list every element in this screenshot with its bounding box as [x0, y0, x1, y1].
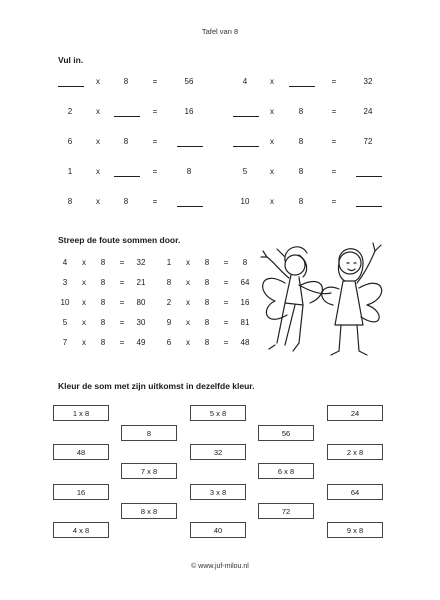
- number: 5: [242, 167, 248, 176]
- answer-blank[interactable]: [289, 77, 315, 87]
- match-box[interactable]: 1 x 8: [53, 405, 109, 421]
- match-box[interactable]: 16: [53, 484, 109, 500]
- answer-blank[interactable]: [233, 137, 259, 147]
- number: 81: [240, 318, 250, 327]
- number: 4: [62, 258, 68, 267]
- number: 24: [363, 107, 373, 116]
- number: 1: [67, 167, 73, 176]
- number: 2: [166, 298, 172, 307]
- equals-sign: =: [119, 338, 125, 347]
- number: 32: [363, 77, 373, 86]
- equals-sign: =: [152, 107, 158, 116]
- number: 8: [204, 278, 210, 287]
- answer-blank[interactable]: [356, 167, 382, 177]
- match-box[interactable]: 9 x 8: [327, 522, 383, 538]
- times-sign: x: [82, 258, 86, 267]
- equals-sign: =: [119, 298, 125, 307]
- section3-heading: Kleur de som met zijn uitkomst in dezelfde kleur.: [58, 381, 255, 391]
- times-sign: x: [82, 298, 86, 307]
- times-sign: x: [186, 318, 190, 327]
- answer-blank[interactable]: [177, 197, 203, 207]
- number: 8: [204, 258, 210, 267]
- match-box[interactable]: 4 x 8: [53, 522, 109, 538]
- match-box[interactable]: 3 x 8: [190, 484, 246, 500]
- match-box[interactable]: 72: [258, 503, 314, 519]
- number: 3: [62, 278, 68, 287]
- number: 8: [298, 167, 304, 176]
- answer-blank[interactable]: [233, 107, 259, 117]
- equals-sign: =: [223, 258, 229, 267]
- number: 7: [62, 338, 68, 347]
- times-sign: x: [82, 338, 86, 347]
- times-sign: x: [270, 197, 274, 206]
- equals-sign: =: [223, 278, 229, 287]
- match-box[interactable]: 2 x 8: [327, 444, 383, 460]
- number: 1: [166, 258, 172, 267]
- number: 8: [123, 137, 129, 146]
- number: 10: [60, 298, 70, 307]
- number: 8: [298, 197, 304, 206]
- number: 8: [123, 197, 129, 206]
- number: 2: [67, 107, 73, 116]
- number: 8: [100, 338, 106, 347]
- answer-blank[interactable]: [356, 197, 382, 207]
- answer-blank[interactable]: [177, 137, 203, 147]
- number: 6: [67, 137, 73, 146]
- equals-sign: =: [152, 77, 158, 86]
- number: 32: [136, 258, 146, 267]
- equals-sign: =: [331, 107, 337, 116]
- times-sign: x: [270, 167, 274, 176]
- number: 30: [136, 318, 146, 327]
- times-sign: x: [270, 107, 274, 116]
- answer-blank[interactable]: [114, 107, 140, 117]
- number: 8: [298, 107, 304, 116]
- answer-blank[interactable]: [58, 77, 84, 87]
- number: 72: [363, 137, 373, 146]
- answer-blank[interactable]: [114, 167, 140, 177]
- equals-sign: =: [152, 197, 158, 206]
- match-box[interactable]: 6 x 8: [258, 463, 314, 479]
- number: 6: [166, 338, 172, 347]
- equals-sign: =: [152, 137, 158, 146]
- times-sign: x: [96, 137, 100, 146]
- number: 8: [100, 318, 106, 327]
- times-sign: x: [270, 77, 274, 86]
- number: 56: [184, 77, 194, 86]
- times-sign: x: [96, 167, 100, 176]
- equals-sign: =: [331, 77, 337, 86]
- number: 8: [67, 197, 73, 206]
- times-sign: x: [96, 197, 100, 206]
- times-sign: x: [270, 137, 274, 146]
- page-title: Tafel van 8: [201, 27, 239, 36]
- number: 8: [166, 278, 172, 287]
- equals-sign: =: [119, 318, 125, 327]
- match-box[interactable]: 5 x 8: [190, 405, 246, 421]
- number: 8: [242, 258, 248, 267]
- number: 8: [100, 258, 106, 267]
- equals-sign: =: [223, 298, 229, 307]
- number: 16: [184, 107, 194, 116]
- times-sign: x: [186, 278, 190, 287]
- equals-sign: =: [152, 167, 158, 176]
- number: 8: [186, 167, 192, 176]
- footer-credit: © www.juf-milou.nl: [191, 563, 249, 570]
- number: 8: [204, 298, 210, 307]
- equals-sign: =: [223, 318, 229, 327]
- match-box[interactable]: 7 x 8: [121, 463, 177, 479]
- number: 8: [123, 77, 129, 86]
- equals-sign: =: [119, 278, 125, 287]
- times-sign: x: [186, 258, 190, 267]
- equals-sign: =: [119, 258, 125, 267]
- number: 21: [136, 278, 146, 287]
- times-sign: x: [96, 77, 100, 86]
- times-sign: x: [186, 298, 190, 307]
- times-sign: x: [82, 318, 86, 327]
- times-sign: x: [186, 338, 190, 347]
- match-box[interactable]: 56: [258, 425, 314, 441]
- number: 48: [240, 338, 250, 347]
- number: 8: [204, 318, 210, 327]
- number: 8: [100, 298, 106, 307]
- number: 16: [240, 298, 250, 307]
- number: 10: [240, 197, 250, 206]
- match-box[interactable]: 64: [327, 484, 383, 500]
- times-sign: x: [82, 278, 86, 287]
- match-box[interactable]: 24: [327, 405, 383, 421]
- number: 8: [298, 137, 304, 146]
- number: 5: [62, 318, 68, 327]
- match-box[interactable]: 8: [121, 425, 177, 441]
- number: 8: [100, 278, 106, 287]
- section1-heading: Vul in.: [58, 55, 84, 65]
- match-box[interactable]: 8 x 8: [121, 503, 177, 519]
- equals-sign: =: [331, 137, 337, 146]
- number: 80: [136, 298, 146, 307]
- equals-sign: =: [331, 197, 337, 206]
- number: 4: [242, 77, 248, 86]
- number: 64: [240, 278, 250, 287]
- match-box[interactable]: 32: [190, 444, 246, 460]
- equals-sign: =: [331, 167, 337, 176]
- section2-heading: Streep de foute sommen door.: [58, 235, 181, 245]
- match-box[interactable]: 48: [53, 444, 109, 460]
- number: 9: [166, 318, 172, 327]
- number: 49: [136, 338, 146, 347]
- equals-sign: =: [223, 338, 229, 347]
- times-sign: x: [96, 107, 100, 116]
- number: 8: [204, 338, 210, 347]
- fairies-illustration: [255, 233, 395, 363]
- match-box[interactable]: 40: [190, 522, 246, 538]
